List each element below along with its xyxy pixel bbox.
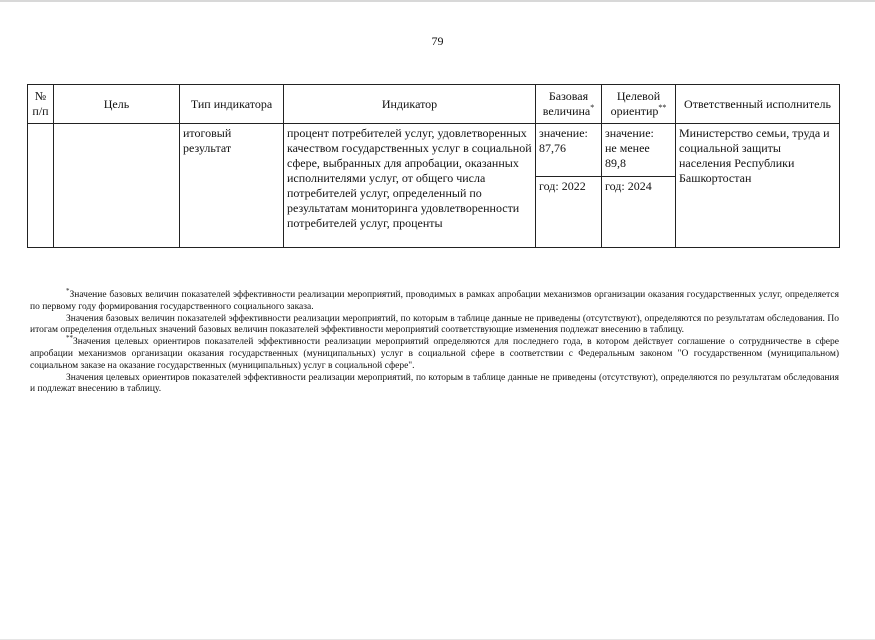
- cell-target-value: [602, 124, 676, 177]
- footnote-4: Значения целевых ориентиров показателей эффективности реализации мероприятий, по которым в таблице данные не приведены (отсутствуют), определяются по результатам обследования и подлежат внесению в таблицу.: [30, 372, 839, 395]
- footnotes: [30, 286, 839, 396]
- header-goal: Цель: [54, 85, 180, 124]
- scan-edge-top: [0, 0, 875, 2]
- header-base-label: Базовая величина: [542, 89, 591, 118]
- indicators-table: [27, 84, 840, 248]
- cell-base-year: год: 2022: [536, 177, 602, 248]
- header-responsible: Ответственный исполнитель: [676, 85, 840, 124]
- cell-goal: [54, 124, 180, 248]
- header-base: [536, 85, 602, 124]
- header-type: Тип индикатора: [180, 85, 284, 124]
- footnote-1-text: Значение базовых величин показателей эффективности реализации мероприятий, проводимых в рамках апробации механизмов организации оказания государственных услуг, определяется по первому году формирования государственного социального заказа.: [30, 290, 839, 312]
- cell-responsible: Министерство семьи, труда и социальной защиты населения Республики Башкортостан: [676, 124, 840, 248]
- target-value: не менее 89,8: [605, 141, 650, 170]
- footnote-1-mark: *: [66, 286, 70, 295]
- header-num: № п/п: [28, 85, 54, 124]
- cell-target-year: год: 2024: [602, 177, 676, 248]
- header-target-footnote-mark: **: [658, 103, 667, 112]
- base-value: 87,76: [539, 141, 566, 155]
- cell-type: итоговый результат: [180, 124, 284, 248]
- footnote-2: Значения базовых величин показателей эффективности реализации мероприятий, по которым в таблице данные не приведены (отсутствуют), определяются по результатам обследования. По итогам определения отдельных значений базовых величин показателей эффективности мероприятий соответствующие изменения подлежат внесению в таблицу.: [30, 313, 839, 336]
- footnote-3-mark: **: [66, 334, 73, 343]
- header-base-footnote-mark: *: [590, 103, 595, 112]
- cell-num: [28, 124, 54, 248]
- cell-indicator: процент потребителей услуг, удовлетворенных качеством государственных услуг в социальной сфере, выбранных для апробации, оказанных исполнителями услуг, от общего числа потребителей услуг, определенный по результатам мониторинга удовлетворенности потребителей услуг, проценты: [284, 124, 536, 248]
- page-number: 79: [431, 34, 444, 48]
- footnote-3: [30, 334, 839, 372]
- header-target: [602, 85, 676, 124]
- target-value-label: значение:: [605, 126, 654, 140]
- cell-base-value: [536, 124, 602, 177]
- footnote-1: [30, 286, 839, 314]
- table-header-row: [28, 85, 840, 124]
- base-value-label: значение:: [539, 126, 588, 140]
- header-target-label: Целевой ориентир: [610, 89, 661, 118]
- table-row: [28, 124, 840, 177]
- footnote-3-text: Значения целевых ориентиров показателей эффективности реализации мероприятий определяются для последнего года, в котором действует соглашение о сотрудничестве в сфере апробации механизмов организации оказания государственных (муниципальных) услуг в социальной сфере в соответствии с Федеральным законом "О государственном (муниципальном) социальном заказе на оказание государственных (муниципальных) услуг в социальной сфере".: [30, 337, 839, 371]
- header-indicator: Индикатор: [284, 85, 536, 124]
